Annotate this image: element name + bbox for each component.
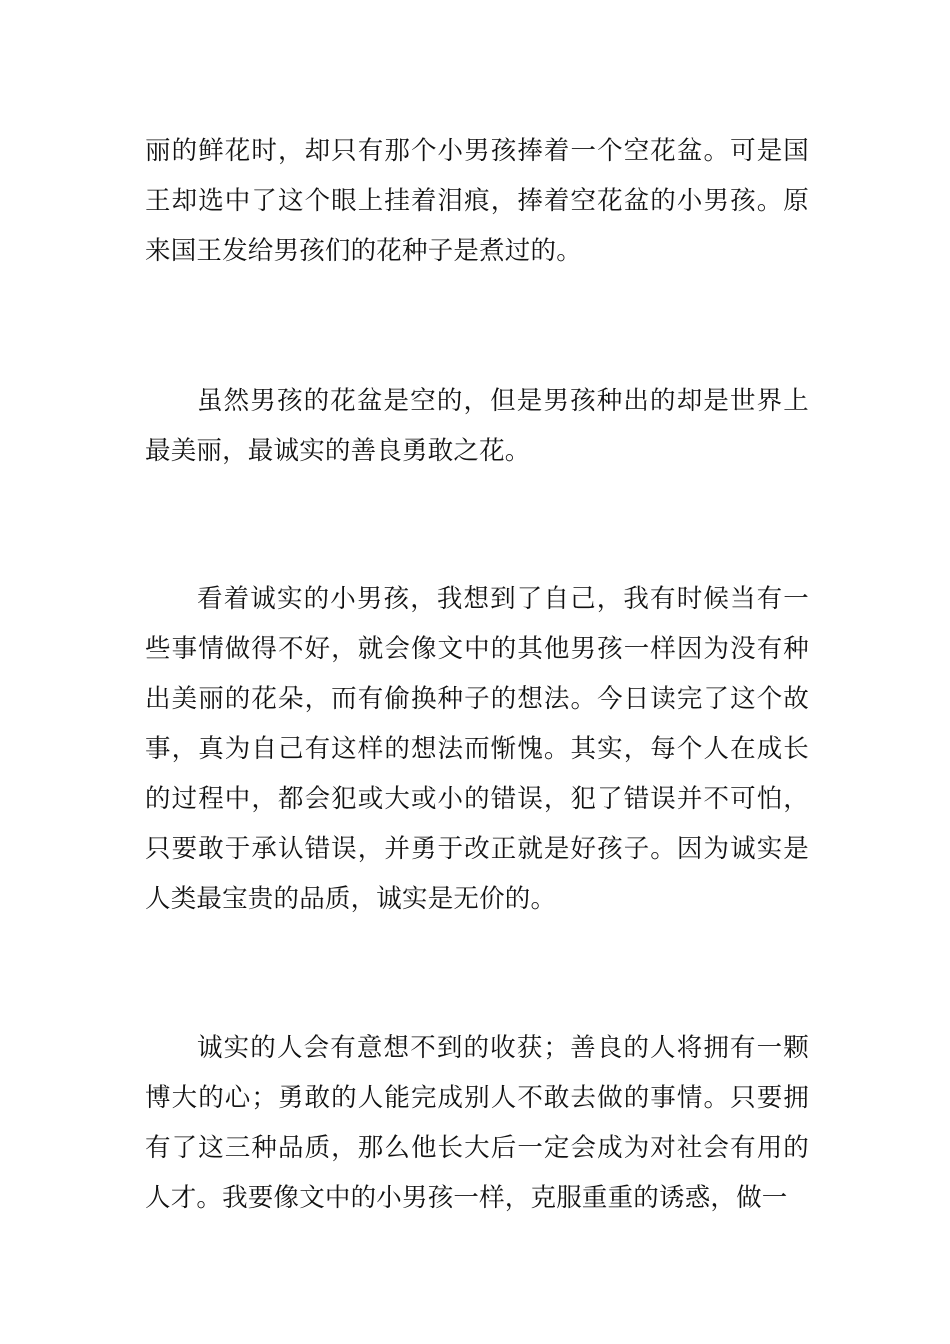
paragraph-self-reflection: 看着诚实的小男孩，我想到了自己，我有时候当有一些事情做得不好，就会像文中的其他男孩一样因为没有种出美丽的花朵，而有偷换种子的想法。今日读完了这个故事，真为自己有这样的想法而惭愧。其实，每个人在成长的过程中，都会犯或大或小的错误，犯了错误并不可怕，只要敢于承认错误，并勇于改正就是好孩子。因为诚实是人类最宝贵的品质，诚实是无价的。 — [145, 584, 809, 914]
paragraph-continuation: 丽的鲜花时，却只有那个小男孩捧着一个空花盆。可是国王却选中了这个眼上挂着泪痕，捧着空花盆的小男孩。原来国王发给男孩们的花种子是煮过的。 — [145, 136, 809, 266]
paragraph-empty-flowerpot: 虽然男孩的花盆是空的，但是男孩种出的却是世界上最美丽，最诚实的善良勇敢之花。 — [145, 386, 809, 466]
paragraph-three-qualities: 诚实的人会有意想不到的收获；善良的人将拥有一颗博大的心；勇敢的人能完成别人不敢去做的事情。只要拥有了这三种品质，那么他长大后一定会成为对社会有用的人才。我要像文中的小男孩一样，克服重重的诱惑，做一 — [145, 1033, 809, 1213]
